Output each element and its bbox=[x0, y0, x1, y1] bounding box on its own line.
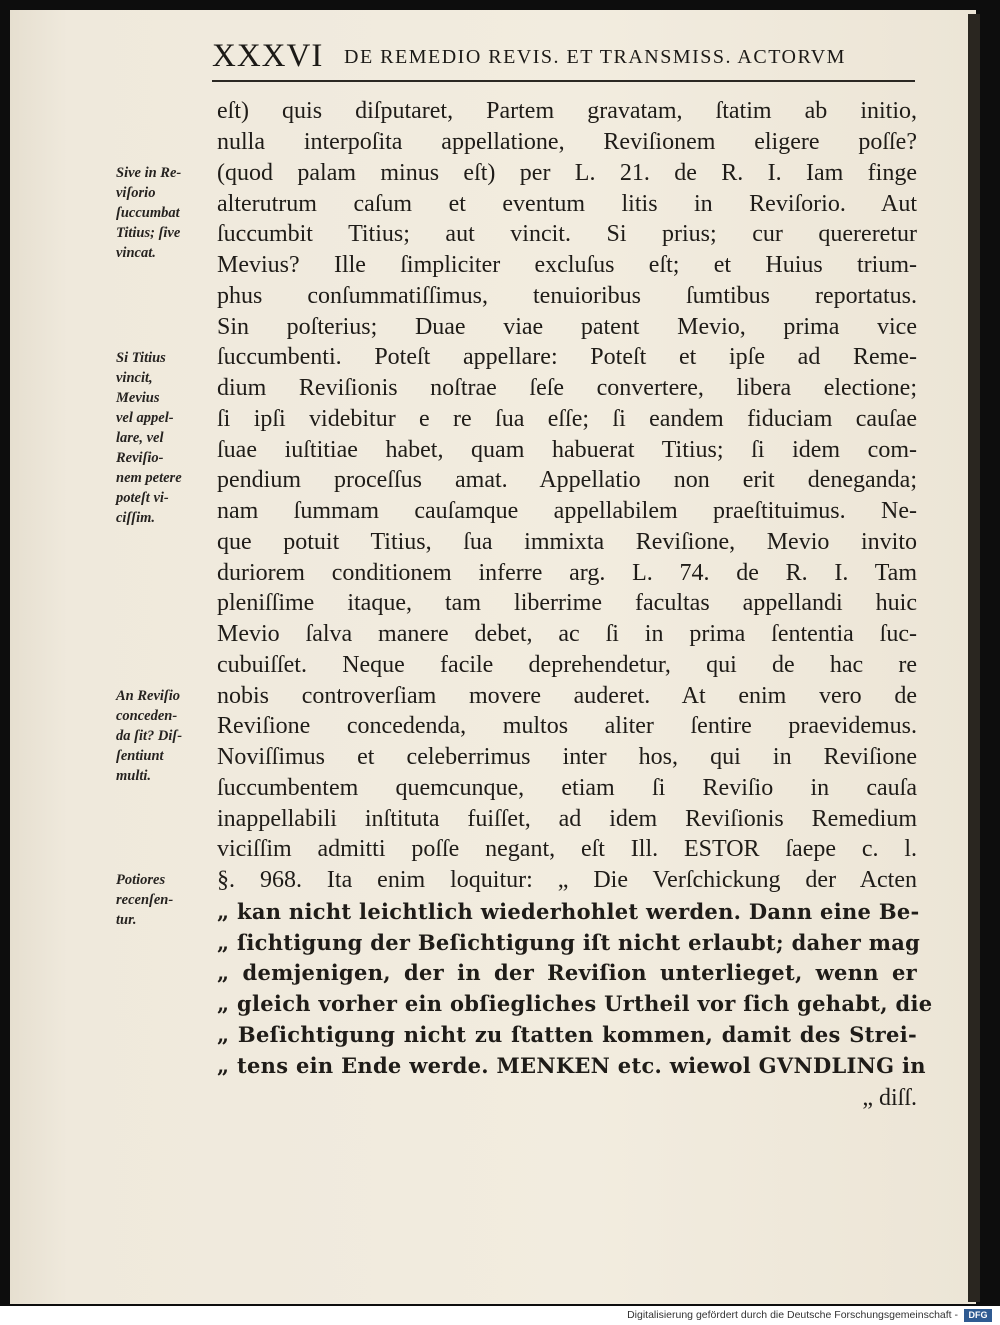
body-line: ſuccumbentem quemcunque, etiam ſi Reviſio in cauſa bbox=[217, 775, 917, 801]
footer-bar bbox=[0, 1306, 1000, 1325]
margin-note-line: Potiores bbox=[116, 872, 166, 888]
catchword: „ diſſ. bbox=[862, 1085, 917, 1111]
body-line: que potuit Titius, ſua immixta Reviſione, Mevio invito bbox=[217, 529, 917, 555]
body-line: phus conſummatiſſimus, tenuioribus ſumtibus reportatus. bbox=[217, 283, 917, 309]
margin-note-line: ſuccumbat bbox=[116, 205, 180, 221]
body-line: ſuccumbenti. Poteſt appellare: Poteſt et ipſe ad Reme- bbox=[217, 344, 917, 370]
header-rule bbox=[212, 80, 915, 82]
dfg-logo[interactable]: DFG bbox=[964, 1309, 992, 1322]
margin-note-line: vincit, bbox=[116, 370, 153, 386]
margin-note-line: recenſen- bbox=[116, 892, 174, 908]
body-line: Reviſione concedenda, multos aliter ſentire praevidemus. bbox=[217, 713, 917, 739]
body-line: dium Reviſionis noſtrae ſeſe convertere, libera electione; bbox=[217, 375, 917, 401]
margin-note-line: ciſſim. bbox=[116, 510, 156, 526]
margin-note-line: Mevius bbox=[116, 390, 160, 406]
body-line: alterutrum caſum et eventum litis in Reviſorio. Aut bbox=[217, 191, 917, 217]
body-line: Mevio ſalva manere debet, ac ſi in prima ſententia ſuc- bbox=[217, 621, 917, 647]
body-line: eſt) quis diſputaret, Partem gravatam, ſtatim ab initio, bbox=[217, 98, 917, 124]
margin-note-line: tur. bbox=[116, 912, 137, 928]
body-line: ſi ipſi videbitur e re ſua eſſe; ſi eandem fiduciam cauſae bbox=[217, 406, 917, 432]
footer-credit: Digitalisierung gefördert durch die Deutsche Forschungsgemeinschaft - bbox=[627, 1309, 958, 1321]
body-line: duriorem conditionem inferre arg. L. 74. de R. I. Tam bbox=[217, 560, 917, 586]
margin-note-line: Reviſio- bbox=[116, 450, 164, 466]
margin-note-line: poteſt vi- bbox=[116, 490, 169, 506]
body-line: cubuiſſet. Neque facile deprehendetur, qui de hac re bbox=[217, 652, 917, 678]
page-number: XXXVI bbox=[212, 38, 324, 74]
body-line: (quod palam minus eſt) per L. 21. de R. I. Iam finge bbox=[217, 160, 917, 186]
body-line: ſuccumbit Titius; aut vincit. Si prius; cur quereretur bbox=[217, 221, 917, 247]
margin-note-line: An Reviſio bbox=[116, 688, 181, 704]
margin-note-line: Titius; ſive bbox=[116, 225, 181, 241]
margin-note-line: ſentiunt bbox=[116, 748, 164, 764]
running-title: DE REMEDIO REVIS. ET TRANSMISS. ACTORVM bbox=[344, 46, 846, 68]
body-line: „ demjenigen, der in der Reviſion unterlieget, wenn er bbox=[217, 960, 917, 985]
margin-note-line: da ſit? Diſ- bbox=[116, 728, 183, 744]
body-line: Noviſſimus et celeberrimus inter hos, qui in Reviſione bbox=[217, 744, 917, 770]
body-line: ſuae iuſtitiae habet, quam habuerat Titius; ſi idem com- bbox=[217, 437, 917, 463]
body-line: inappellabili inſtituta fuiſſet, ad idem Reviſionis Remedium bbox=[217, 806, 917, 832]
body-line: „ ſichtigung der Beſichtigung iſt nicht erlaubt; daher mag bbox=[217, 930, 921, 955]
margin-note-line: multi. bbox=[116, 768, 152, 784]
margin-note-line: nem petere bbox=[116, 470, 182, 486]
margin-note-line: viſorio bbox=[116, 185, 156, 201]
margin-note bbox=[116, 686, 212, 786]
body-line: §. 968. Ita enim loquitur: „ Die Verſchickung der Acten bbox=[217, 867, 917, 893]
margin-note-line: Sive in Re- bbox=[116, 165, 182, 181]
body-line: „ Beſichtigung nicht zu ſtatten kommen, damit des Strei- bbox=[217, 1022, 917, 1047]
margin-note-line: Si Titius bbox=[116, 350, 166, 366]
body-line: Sin poſterius; Duae viae patent Mevio, prima vice bbox=[217, 314, 917, 340]
margin-note-line: lare, vel bbox=[116, 430, 164, 446]
margin-note bbox=[116, 870, 212, 930]
body-line: nulla interpoſita appellatione, Reviſionem eligere poſſe? bbox=[217, 129, 917, 155]
body-line: „ gleich vorher ein obſiegliches Urtheil vor ſich gehabt, die bbox=[217, 991, 933, 1016]
margin-note-line: vel appel- bbox=[116, 410, 174, 426]
body-line: pleniſſime itaque, tam liberrime facultas appellandi huic bbox=[217, 590, 917, 616]
margin-note-line: conceden- bbox=[116, 708, 178, 724]
body-line: viciſſim admitti poſſe negant, eſt Ill. ESTOR ſaepe c. l. bbox=[217, 836, 917, 862]
margin-note bbox=[116, 163, 212, 263]
margin-note-line: vincat. bbox=[116, 245, 156, 261]
body-line: „ tens ein Ende werde. MENKEN etc. wiewol GVNDLING in bbox=[217, 1053, 926, 1078]
margin-note bbox=[116, 348, 212, 528]
body-line: pendium proceſſus amat. Appellatio non erit deneganda; bbox=[217, 467, 917, 493]
running-header bbox=[212, 38, 912, 74]
page-edge bbox=[968, 14, 980, 1302]
body-line: nam ſummam cauſamque appellabilem praeſtituimus. Ne- bbox=[217, 498, 917, 524]
body-line: „ kan nicht leichtlich wiederhohlet werden. Dann eine Be- bbox=[217, 899, 920, 924]
body-line: nobis controverſiam movere auderet. At enim vero de bbox=[217, 683, 917, 709]
body-line: Mevius? Ille ſimpliciter excluſus eſt; et Huius trium- bbox=[217, 252, 917, 278]
